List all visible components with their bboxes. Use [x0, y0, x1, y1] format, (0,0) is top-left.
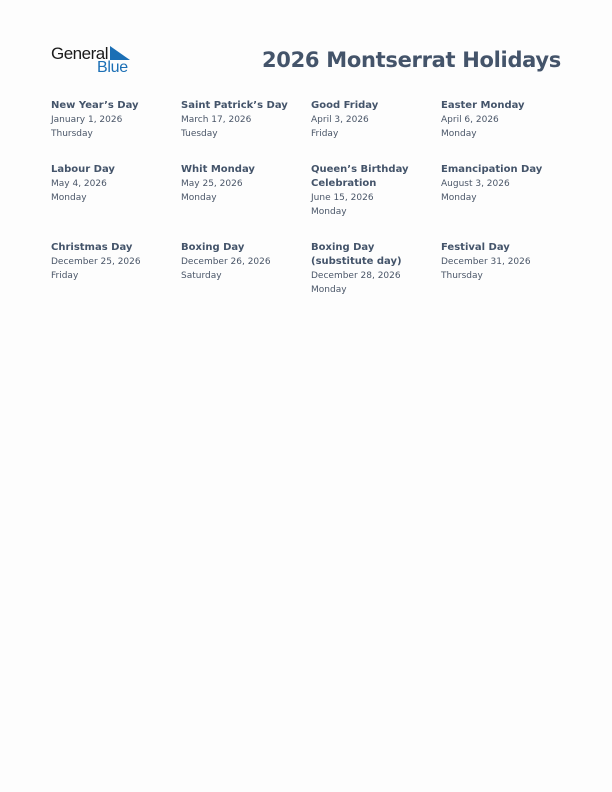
holiday-name: Christmas Day	[51, 242, 133, 253]
holiday-weekday: Friday	[311, 129, 339, 139]
holiday-date: August 3, 2026	[441, 179, 510, 189]
holiday-item	[51, 241, 181, 297]
holiday-item	[181, 241, 311, 297]
holiday-item	[441, 163, 571, 219]
holiday-date: December 31, 2026	[441, 257, 531, 267]
holiday-item	[441, 99, 571, 141]
holiday-date: June 15, 2026	[311, 193, 374, 203]
holiday-name: Good Friday	[311, 100, 379, 111]
holiday-weekday: Thursday	[441, 271, 483, 281]
holiday-weekday: Friday	[51, 271, 79, 281]
holiday-date: May 25, 2026	[181, 179, 243, 189]
holiday-weekday: Monday	[441, 129, 477, 139]
holiday-date: April 6, 2026	[441, 115, 499, 125]
holiday-item	[441, 241, 571, 297]
holiday-item	[311, 241, 441, 297]
holiday-item	[311, 163, 441, 219]
holiday-weekday: Monday	[311, 207, 347, 217]
holiday-name: Boxing Day	[181, 242, 245, 253]
holiday-date: December 25, 2026	[51, 257, 141, 267]
holiday-item	[51, 163, 181, 219]
holiday-weekday: Tuesday	[181, 129, 218, 139]
holiday-weekday: Saturday	[181, 271, 222, 281]
holiday-name: Whit Monday	[181, 164, 255, 175]
holiday-item	[51, 99, 181, 141]
holiday-weekday: Monday	[441, 193, 477, 203]
holiday-date: April 3, 2026	[311, 115, 369, 125]
holiday-item	[181, 163, 311, 219]
holiday-weekday: Thursday	[51, 129, 93, 139]
holiday-date: May 4, 2026	[51, 179, 107, 189]
holiday-date: January 1, 2026	[51, 115, 123, 125]
holiday-weekday: Monday	[51, 193, 87, 203]
logo-text-blue: Blue	[97, 59, 128, 76]
holiday-weekday: Monday	[311, 285, 347, 295]
logo-text-general: General	[51, 44, 108, 63]
holiday-date: March 17, 2026	[181, 115, 252, 125]
holiday-name: Emancipation Day	[441, 164, 543, 175]
holiday-name: Labour Day	[51, 164, 115, 175]
holiday-name: Festival Day	[441, 242, 510, 253]
holiday-item	[181, 99, 311, 141]
page-title: 2026 Montserrat Holidays	[262, 48, 561, 72]
holiday-name: Boxing Day (substitute day)	[311, 242, 402, 267]
holiday-grid	[51, 99, 571, 297]
holiday-name: New Year’s Day	[51, 100, 139, 111]
holiday-name: Saint Patrick’s Day	[181, 100, 288, 111]
holiday-name: Queen’s Birthday Celebration	[311, 164, 409, 189]
holiday-date: December 26, 2026	[181, 257, 271, 267]
holiday-weekday: Monday	[181, 193, 217, 203]
holiday-name: Easter Monday	[441, 100, 525, 111]
logo-triangle-icon	[110, 46, 130, 60]
holiday-date: December 28, 2026	[311, 271, 401, 281]
logo	[51, 44, 141, 78]
holiday-item	[311, 99, 441, 141]
